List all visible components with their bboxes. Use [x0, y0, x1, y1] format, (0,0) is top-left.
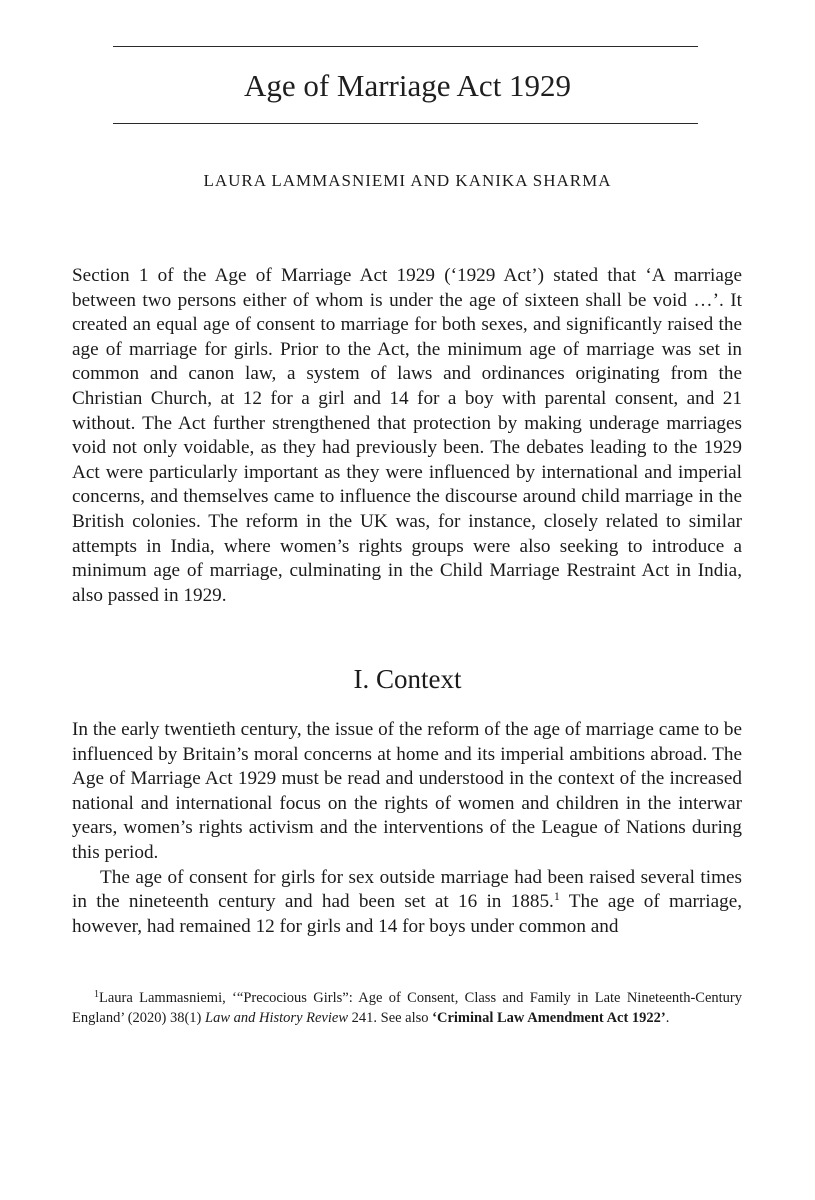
context-paragraph-2-text-a: The age of consent for girls for sex outside marriage had been raised several times in the nineteenth century and had been set at 16 in 1885.: [72, 866, 742, 913]
footnote-text-b: 241. See also: [348, 1010, 433, 1026]
context-paragraph-2-text-b: The age of marriage, however, had remained 12 for girls and 14 for boys under common and: [72, 891, 743, 937]
footnote: [72, 988, 742, 1028]
footnote-end: .: [665, 1010, 670, 1026]
footnote-cross-reference[interactable]: ‘Criminal Law Amendment Act 1922’: [432, 1010, 666, 1026]
footnote-marker: 1: [94, 989, 99, 1000]
page-title: Age of Marriage Act 1929: [243, 68, 572, 103]
context-section: [72, 718, 742, 939]
section-heading: I. Context: [353, 664, 462, 694]
title-top-rule: [113, 46, 698, 47]
footnote-reference[interactable]: 1: [553, 889, 560, 904]
footnote-text-a: Laura Lammasniemi, ‘“Precocious Girls”: Age of Consent, Class and Family in Late Nineteenth-Century England’ (2020) 38(1): [72, 990, 742, 1026]
author-line: LAURA LAMMASNIEMI AND KANIKA SHARMA: [203, 171, 612, 190]
context-paragraph-1: In the early twentieth century, the issue of the reform of the age of marriage came to be influenced by Britain’s moral concerns at home and its imperial ambitions abroad. The Age of Marriage Act 1929 must be read and understood in the context of the increased national and international focus on the rights of women and children in the interwar years, women’s rights activism and the interventions of the League of Nations during this period.: [72, 719, 742, 863]
intro-paragraph: Section 1 of the Age of Marriage Act 1929 (‘1929 Act’) stated that ‘A marriage between two persons either of whom is under the age of sixteen shall be void …’. It created an equal age of consent to marriage for both sexes, and significantly raised the age of marriage for girls. Prior to the Act, the minimum age of marriage was set in common and canon law, a system of laws and ordinances originating from the Christian Church, at 12 for a girl and 14 for a boy with parental consent, and 21 without. The Act further strengthened that protection by making underage marriages void not only voidable, as they had previously been. The debates leading to the 1929 Act were particularly important as they were influenced by international and imperial concerns, and themselves came to influence the discourse around child marriage in the British colonies. The reform in the UK was, for instance, closely related to similar attempts in India, where women’s rights groups were also seeking to introduce a minimum age of marriage, culminating in the Child Marriage Restraint Act in India, also passed in 1929.: [72, 265, 742, 606]
context-paragraph-2: [72, 866, 742, 940]
title-bottom-rule: [113, 123, 698, 124]
footnote-journal-title: Law and History Review: [205, 1010, 348, 1026]
